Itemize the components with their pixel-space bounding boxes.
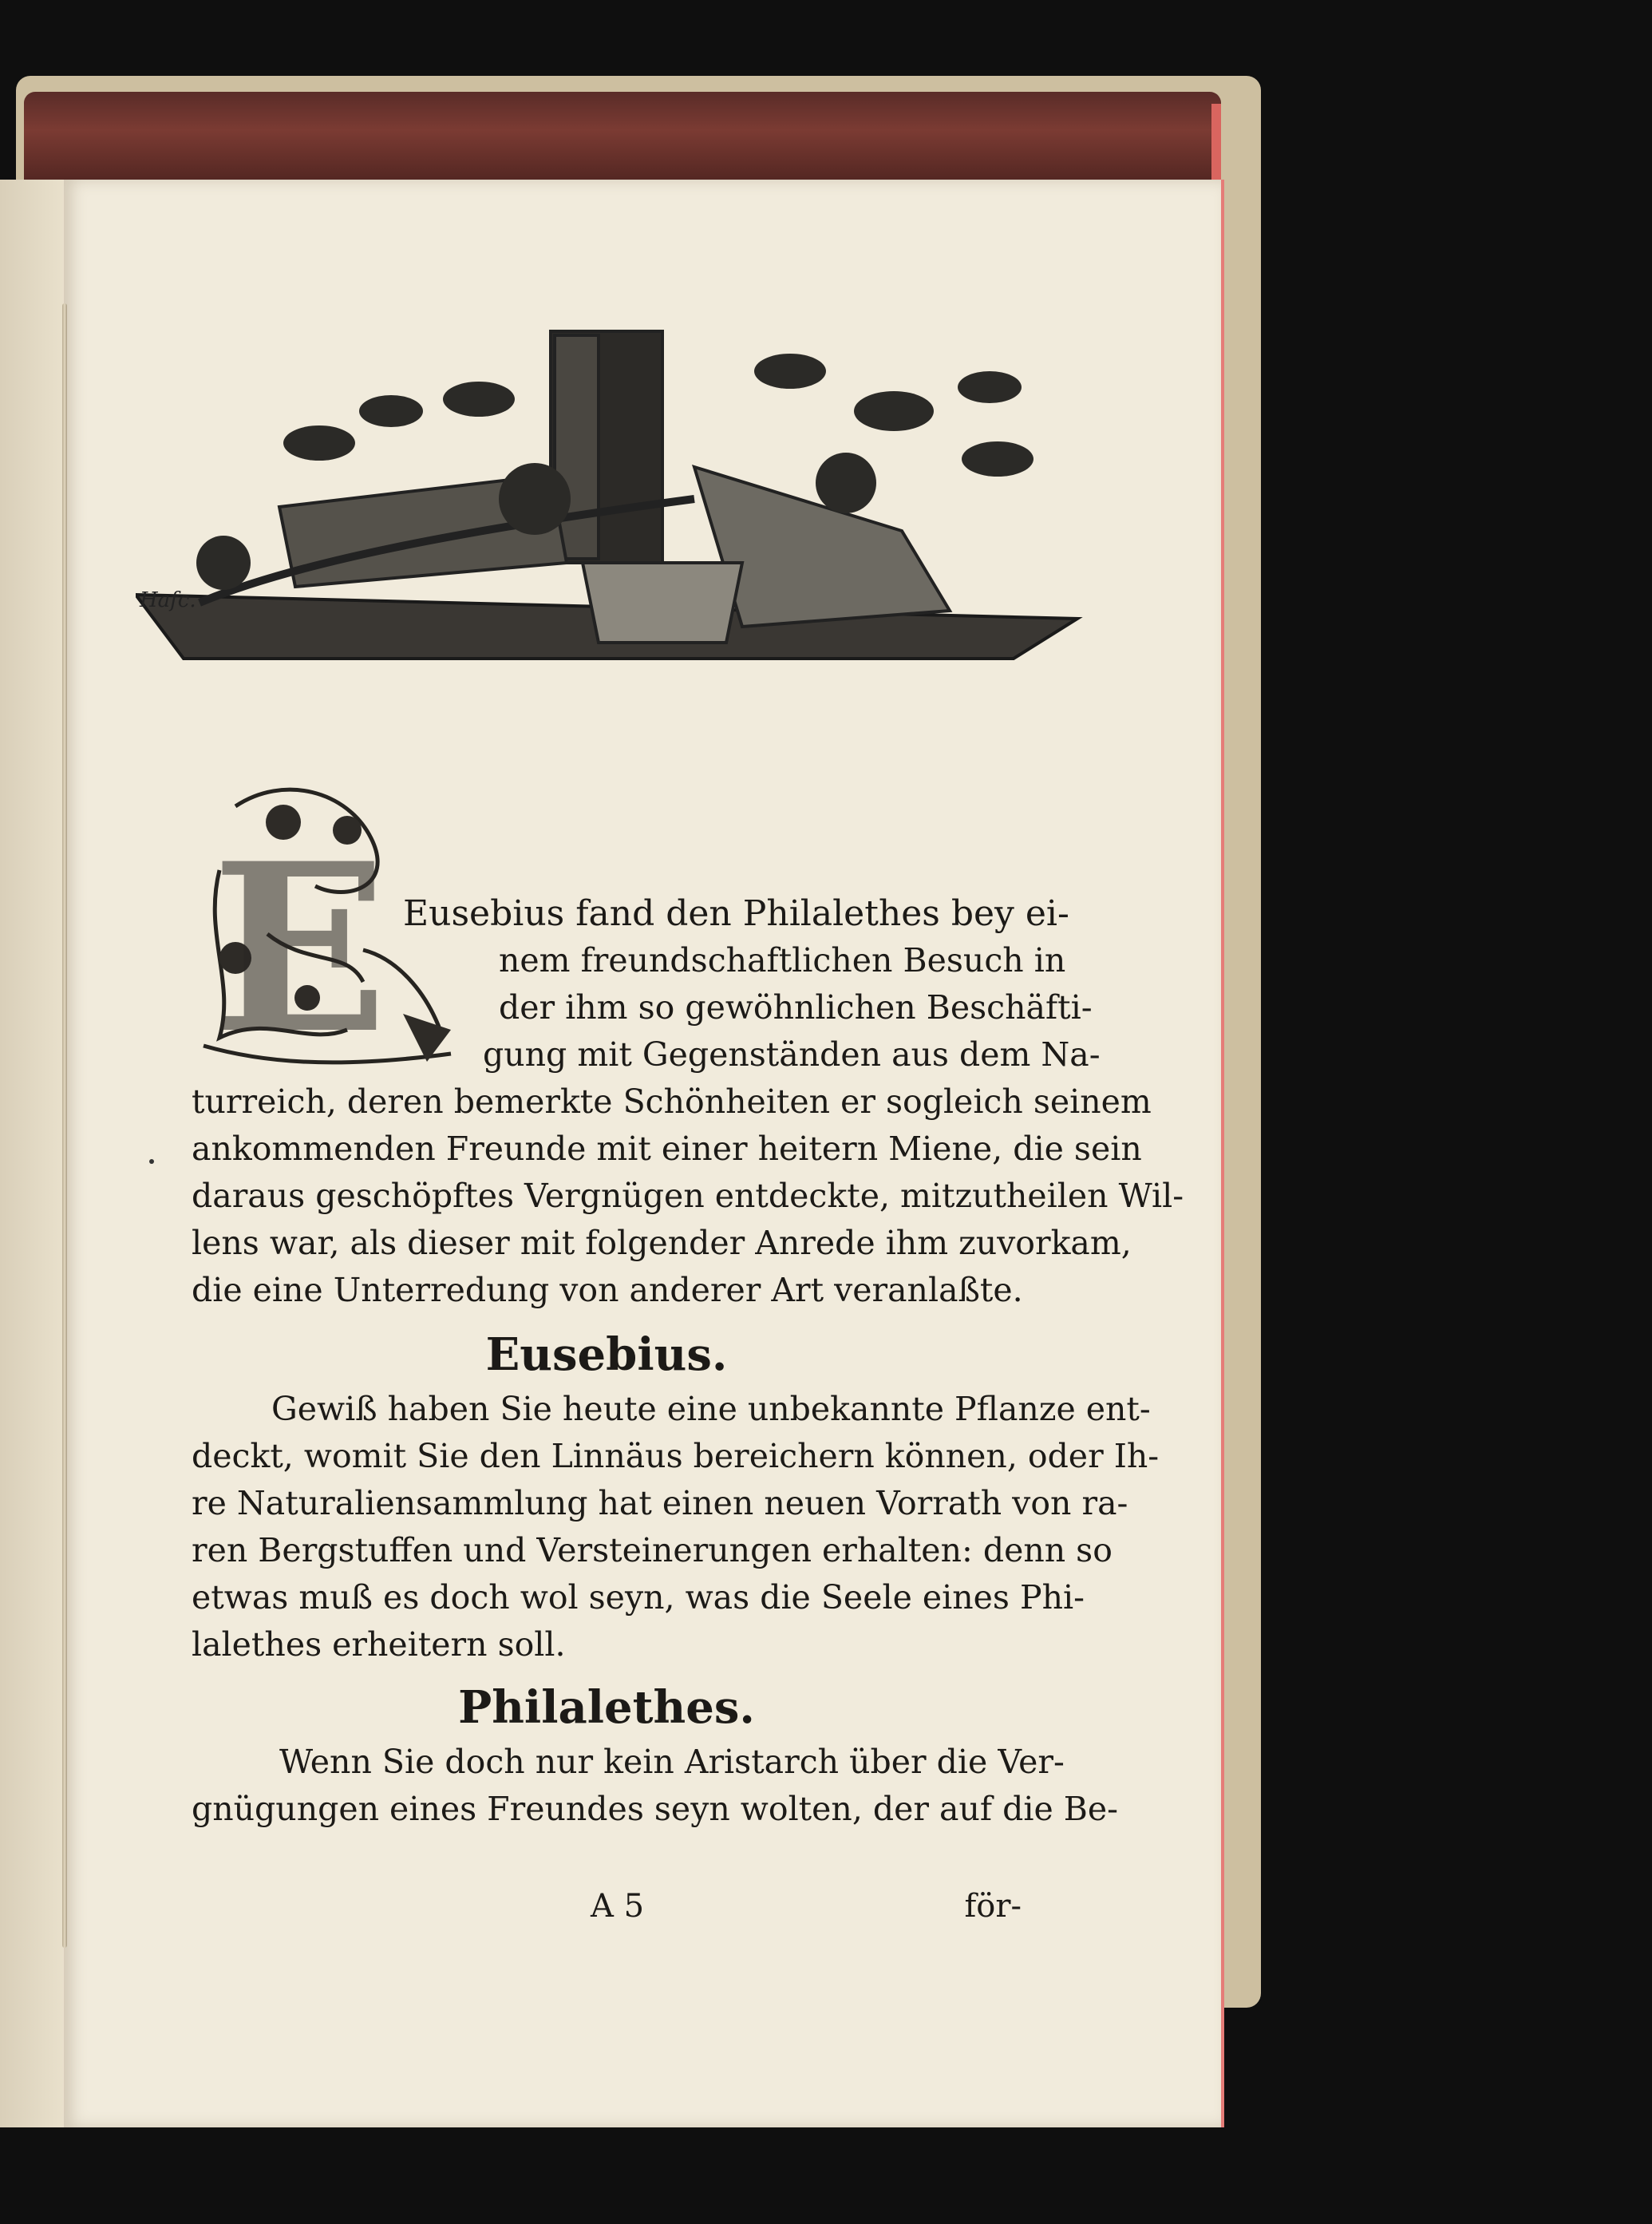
text-line: Wenn Sie doch nur kein Aristarch über die Ver- — [279, 1743, 1065, 1781]
text-line: der ihm so gewöhnlichen Beschäfti- — [499, 988, 1093, 1027]
text-line: gnügungen eines Freundes seyn wolten, der auf die Be- — [192, 1790, 1118, 1828]
text-line: Eusebius fand den Philalethes bey ei- — [403, 893, 1069, 934]
initial-letter: E — [211, 813, 389, 1078]
text-line: ankommenden Freunde mit einer heitern Miene, die sein — [192, 1130, 1142, 1168]
text-line: turreich, deren bemerkte Schönheiten er sogleich seinem — [192, 1082, 1152, 1121]
page-gutter — [62, 303, 67, 1948]
catchword: för- — [964, 1888, 1022, 1925]
text-line: ren Bergstuffen und Versteinerungen erhalten: denn so — [192, 1531, 1113, 1569]
text-line: gung mit Gegenständen aus dem Na- — [483, 1035, 1101, 1074]
ink-speck — [149, 1159, 154, 1164]
text-line: re Naturaliensammlung hat einen neuen Vorrath von ra- — [192, 1484, 1128, 1522]
text-line: Gewiß haben Sie heute eine unbekannte Pflanze ent- — [271, 1390, 1151, 1428]
text-line: etwas muß es doch wol seyn, was die Seele eines Phi- — [192, 1578, 1085, 1617]
signature-mark: A 5 — [591, 1888, 645, 1925]
speaker-heading: Eusebius. — [485, 1328, 728, 1381]
vignette-ornament — [136, 323, 1093, 667]
text-line: lalethes erheitern soll. — [192, 1625, 566, 1664]
vignette-signature: Hafc. — [140, 588, 196, 612]
text-line: nem freundschaftlichen Besuch in — [499, 941, 1066, 979]
lead-paragraph-short — [403, 890, 1101, 1078]
lead-paragraph-full — [192, 1078, 1184, 1833]
text-line: die eine Unterredung von anderer Art veranlaßte. — [192, 1271, 1023, 1309]
page-footer — [192, 1888, 1022, 1936]
text-line: daraus geschöpftes Vergnügen entdeckte, mitzutheilen Wil- — [192, 1177, 1184, 1215]
text-line: deckt, womit Sie den Linnäus bereichern können, oder Ih- — [192, 1437, 1160, 1475]
speaker-heading: Philalethes. — [458, 1681, 755, 1734]
text-line: lens war, als dieser mit folgender Anrede ihm zuvorkam, — [192, 1224, 1132, 1262]
page-top-edge — [24, 92, 1221, 188]
